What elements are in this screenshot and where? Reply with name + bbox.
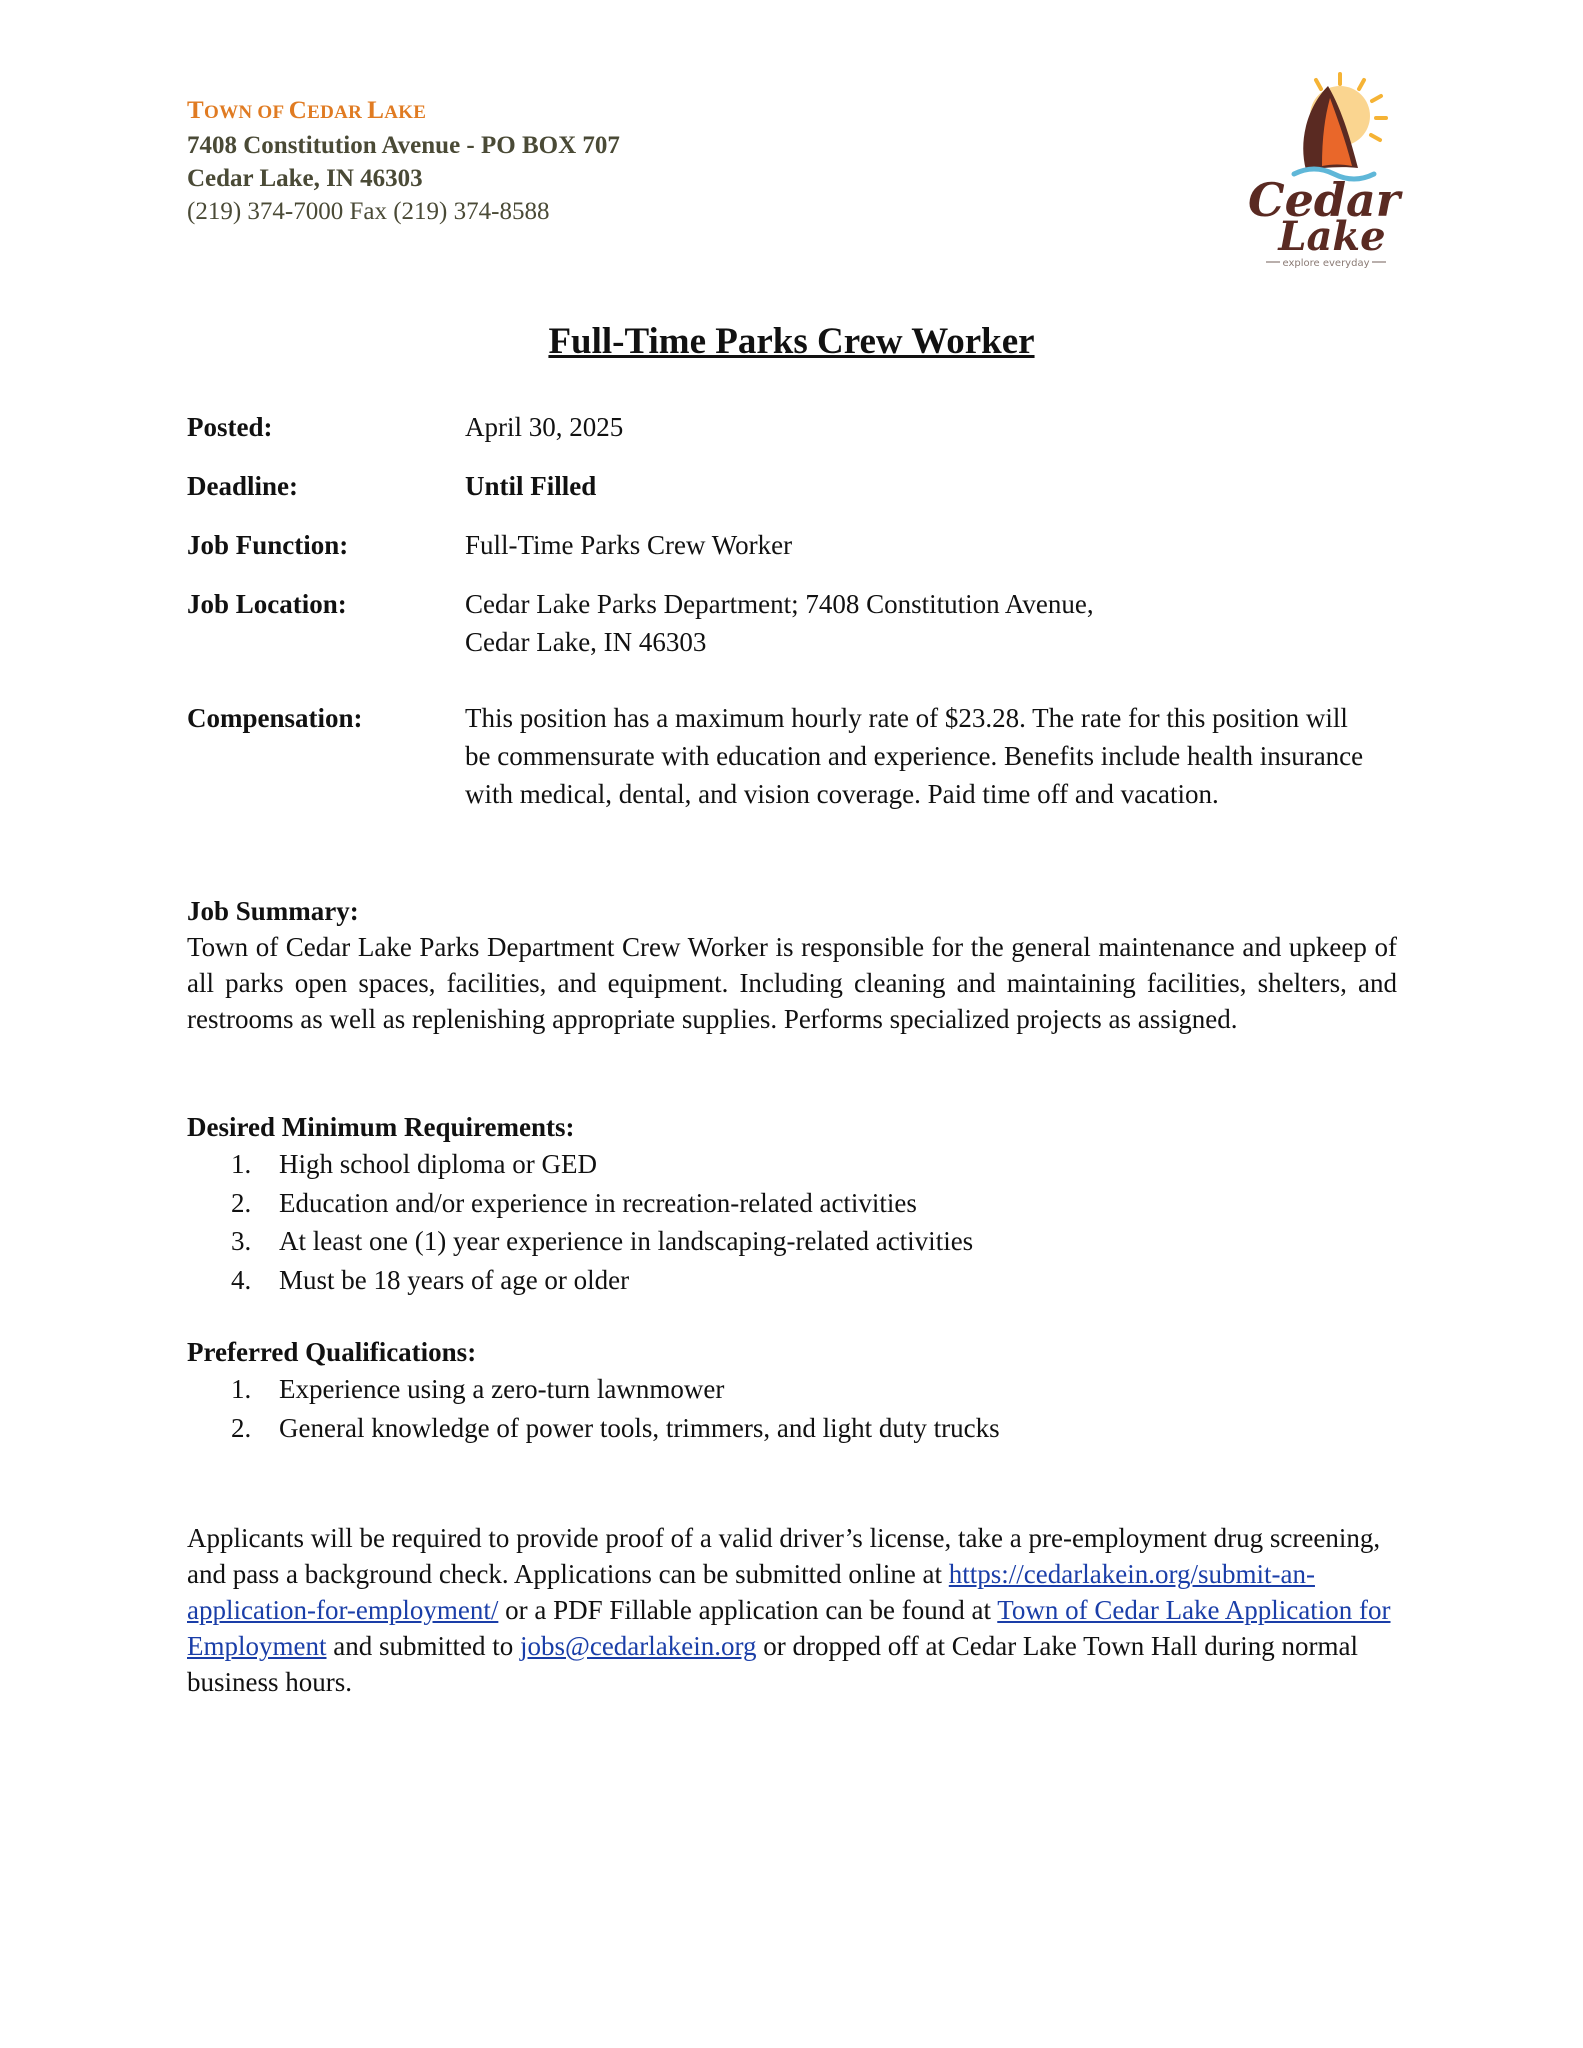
logo-word-lake: Lake: [1278, 213, 1386, 260]
detail-label: Job Function:: [187, 530, 349, 560]
org-name-part: OWN OF: [203, 102, 289, 123]
cedar-lake-logo: [1236, 68, 1416, 273]
section-heading: Preferred Qualifications:: [187, 1337, 477, 1367]
detail-value: Full-Time Parks Crew Worker: [465, 530, 793, 560]
list-number: 1.: [231, 1374, 252, 1404]
detail-label: Posted:: [187, 412, 273, 442]
application-form-link[interactable]: Town of Cedar Lake Application for Employment: [187, 1595, 1391, 1661]
detail-value: This position has a maximum hourly rate of $23.28. The rate for this position will be commensurate with education and experience. Benefits include health insurance with medical, dental, and vision coverage. Paid time off and vacation.: [465, 703, 1364, 809]
list-item: [187, 1370, 1397, 1409]
jobs-email-link[interactable]: jobs@cedarlakein.org: [519, 1631, 757, 1661]
list-number: 3.: [231, 1226, 252, 1256]
section-heading: Desired Minimum Requirements:: [187, 1112, 575, 1142]
list-item-text: Education and/or experience in recreation-related activities: [279, 1187, 917, 1218]
list-item-text: General knowledge of power tools, trimmers, and light duty trucks: [279, 1412, 1000, 1443]
list-item: [187, 1184, 1397, 1223]
list-number: 2.: [231, 1187, 252, 1218]
job-summary-text: Town of Cedar Lake Parks Department Crew Worker is responsible for the general maintenance and upkeep of all parks open spaces, facilities, and equipment. Including cleaning and maintaining facilities, shelters, and restrooms as well as replenishing appropriate supplies. Performs specialized projects as assigned.: [187, 932, 1397, 1034]
list-item-text: Must be 18 years of age or older: [279, 1264, 630, 1295]
letterhead: [187, 94, 987, 228]
detail-label: Job Location:: [187, 589, 347, 619]
apply-text: or a PDF Fillable application can be found at: [498, 1595, 998, 1625]
preferred-qualifications-section: [187, 1334, 1397, 1447]
preferred-list: [187, 1370, 1397, 1447]
org-name-part: AKE: [384, 102, 427, 123]
list-item-text: Experience using a zero-turn lawnmower: [279, 1374, 725, 1404]
detail-row-compensation: [187, 699, 1397, 813]
org-name-initial: C: [288, 97, 308, 124]
detail-value: Until Filled: [465, 471, 597, 501]
org-city: Cedar Lake, IN 46303: [187, 165, 423, 192]
detail-value: April 30, 2025: [465, 412, 624, 442]
job-details: [187, 408, 1397, 813]
requirements-list: [187, 1145, 1397, 1299]
section-heading: Job Summary:: [187, 896, 359, 926]
apply-text: and submitted to: [326, 1631, 520, 1661]
apply-text: Applicants will be required to provide proof of a valid driver’s license, take a pre-employment drug screening, and pass a background check. Applications can be submitted online at: [187, 1523, 1381, 1589]
logo-tagline: explore everyday: [1282, 258, 1370, 269]
org-name-initial: T: [187, 97, 204, 124]
detail-label: Deadline:: [187, 471, 298, 501]
org-address: 7408 Constitution Avenue - PO BOX 707: [187, 132, 620, 159]
detail-row-posted: [187, 408, 1397, 467]
org-phone: (219) 374-7000 Fax (219) 374-8588: [187, 198, 550, 225]
page-title: Full-Time Parks Crew Worker: [548, 321, 1035, 362]
list-item: [187, 1261, 1397, 1300]
logo-word-cedar: Cedar: [1247, 173, 1401, 227]
list-number: 2.: [231, 1412, 252, 1443]
detail-value-line: Cedar Lake Parks Department; 7408 Constitution Avenue,: [465, 589, 1094, 619]
apply-text: or dropped off at Cedar Lake Town Hall during normal business hours.: [187, 1631, 1358, 1697]
application-url-link[interactable]: https://cedarlakein.org/submit-an-application-for-employment/: [187, 1559, 1315, 1625]
list-item: [187, 1409, 1397, 1448]
org-name-initial: L: [367, 97, 385, 124]
application-instructions: [187, 1520, 1402, 1700]
detail-label: Compensation:: [187, 703, 363, 733]
job-summary-section: [187, 893, 1397, 1037]
detail-row-deadline: [187, 467, 1397, 526]
list-item: [187, 1145, 1397, 1184]
list-number: 4.: [231, 1264, 252, 1295]
requirements-section: [187, 1109, 1397, 1299]
org-name: [187, 94, 987, 129]
detail-row-job-function: [187, 526, 1397, 585]
org-name-part: EDAR: [307, 102, 368, 123]
list-item-text: At least one (1) year experience in landscaping-related activities: [279, 1226, 974, 1256]
list-item-text: High school diploma or GED: [279, 1149, 597, 1179]
list-number: 1.: [231, 1149, 252, 1179]
detail-value-line: Cedar Lake, IN 46303: [465, 627, 707, 657]
detail-row-job-location: [187, 585, 1397, 699]
list-item: [187, 1222, 1397, 1261]
